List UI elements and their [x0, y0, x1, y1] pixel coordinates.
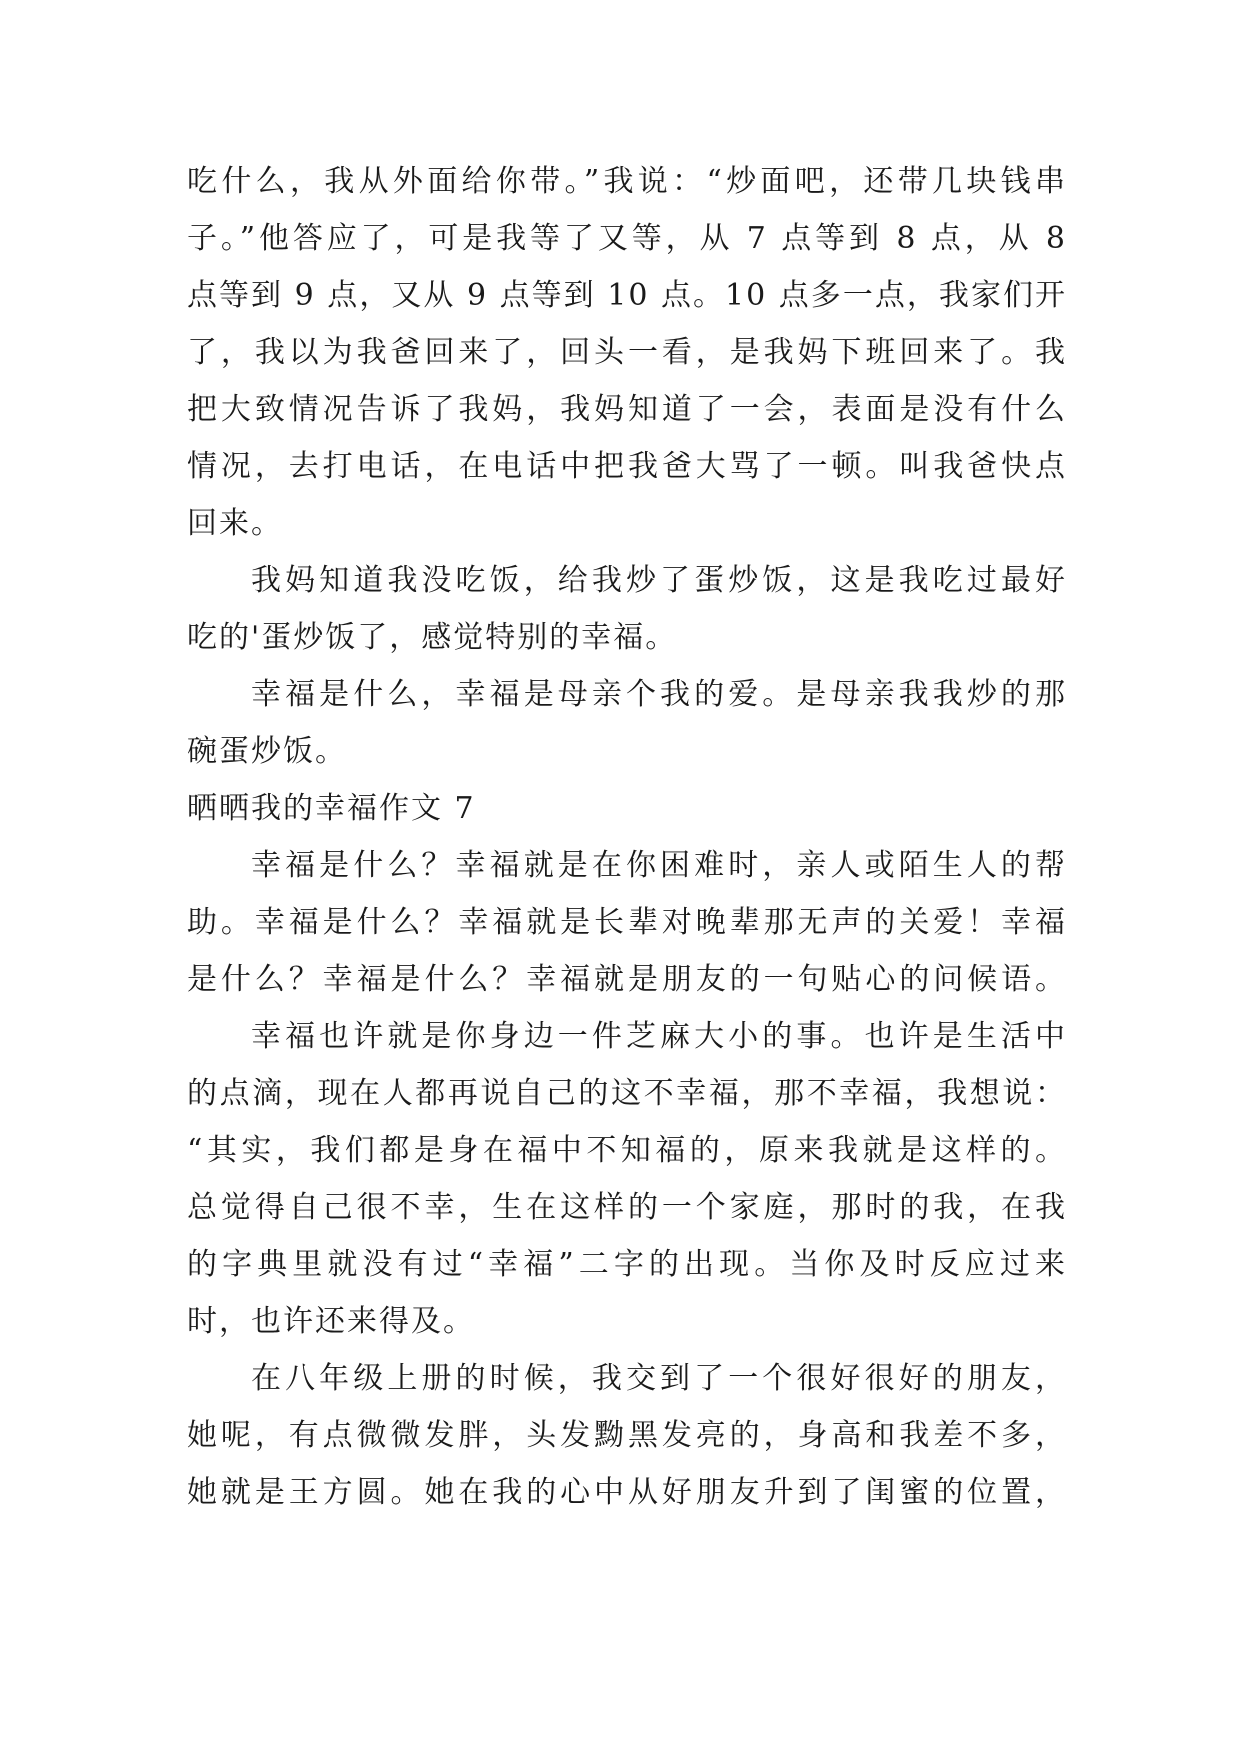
text-line: 总觉得自己很不幸，生在这样的一个家庭，那时的我，在我 — [187, 1190, 1067, 1225]
text-line: 的点滴，现在人都再说自己的这不幸福，那不幸福，我想说： — [187, 1076, 1067, 1111]
text-line: 时，也许还来得及。 — [187, 1304, 475, 1339]
text-line: “其实，我们都是身在福中不知福的，原来我就是这样的。 — [187, 1133, 1067, 1168]
text-line: 点等到 9 点，又从 9 点等到 10 点。10 点多一点，我家们开 — [187, 278, 1067, 313]
text-line: 情况，去打电话，在电话中把我爸大骂了一顿。叫我爸快点 — [187, 449, 1067, 484]
text-line: 助。幸福是什么？幸福就是长辈对晚辈那无声的关爱！幸福 — [187, 905, 1067, 940]
paragraph-first-line: 我妈知道我没吃饭，给我炒了蛋炒饭，这是我吃过最好 — [251, 563, 1067, 598]
paragraph-first-line: 幸福是什么，幸福是母亲个我的爱。是母亲我我炒的那 — [251, 677, 1067, 712]
text-line: 了，我以为我爸回来了，回头一看，是我妈下班回来了。我 — [187, 335, 1067, 370]
text-line: 回来。 — [187, 506, 283, 541]
text-line: 子。”他答应了，可是我等了又等，从 7 点等到 8 点，从 8 — [187, 221, 1067, 256]
text-line: 她就是王方圆。她在我的心中从好朋友升到了闺蜜的位置， — [187, 1475, 1067, 1510]
text-line: 是什么？幸福是什么？幸福就是朋友的一句贴心的问候语。 — [187, 962, 1067, 997]
text-line: 的字典里就没有过“幸福”二字的出现。当你及时反应过来 — [187, 1247, 1067, 1282]
text-line: 她呢，有点微微发胖，头发黝黑发亮的，身高和我差不多， — [187, 1418, 1067, 1453]
text-line: 碗蛋炒饭。 — [187, 734, 347, 769]
section-heading: 晒晒我的幸福作文 7 — [187, 791, 476, 826]
text-line: 把大致情况告诉了我妈，我妈知道了一会，表面是没有什么 — [187, 392, 1067, 427]
paragraph-first-line: 幸福也许就是你身边一件芝麻大小的事。也许是生活中 — [251, 1019, 1067, 1054]
paragraph-first-line: 在八年级上册的时候，我交到了一个很好很好的朋友， — [251, 1361, 1067, 1396]
text-line: 吃的'蛋炒饭了，感觉特别的幸福。 — [187, 620, 678, 655]
paragraph-first-line: 幸福是什么？幸福就是在你困难时，亲人或陌生人的帮 — [251, 848, 1067, 883]
text-line: 吃什么，我从外面给你带。”我说：“炒面吧，还带几块钱串 — [187, 164, 1067, 199]
